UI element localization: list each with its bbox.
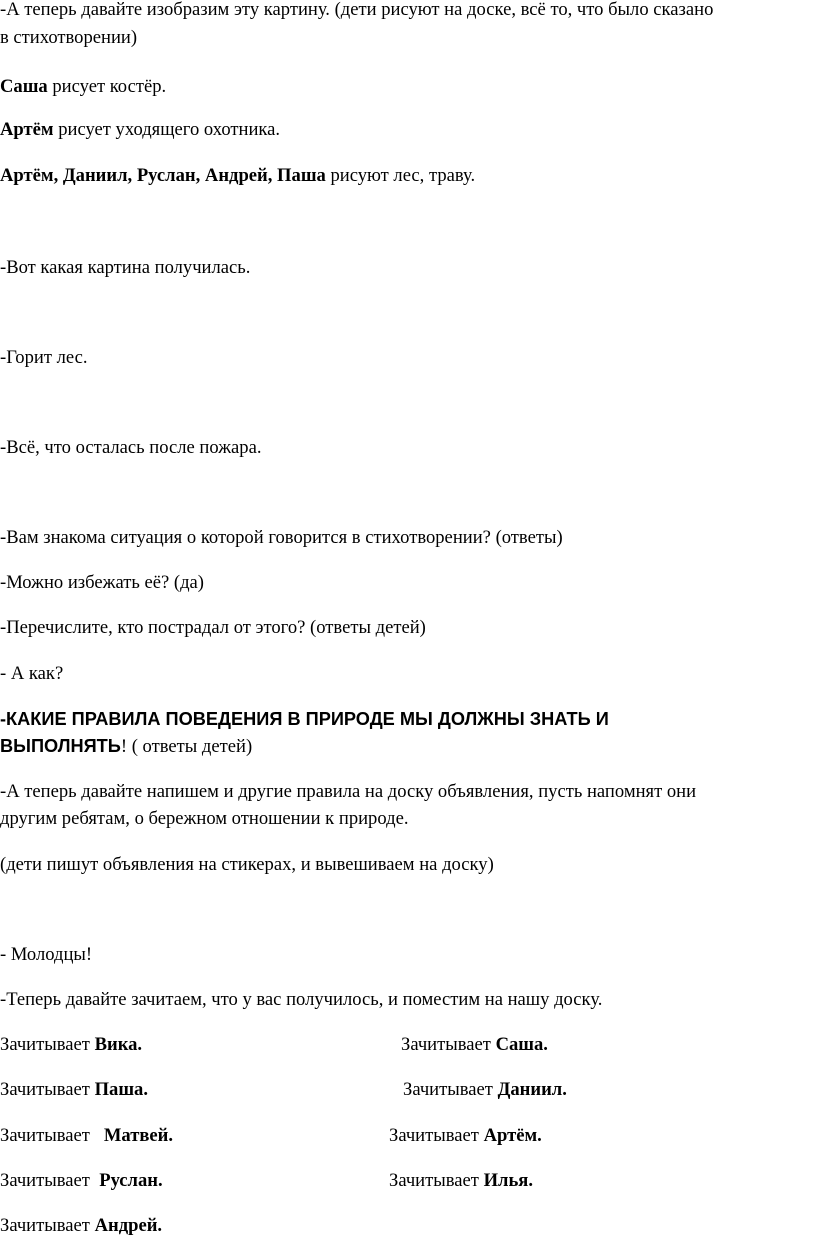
assignment-sasha bbox=[0, 74, 166, 100]
reader-right: Зачитывает Артём. bbox=[389, 1125, 542, 1146]
reader-row bbox=[0, 1077, 816, 1103]
remark-familiar: -Вам знакома ситуация о которой говорится в стихотворении? (ответы) bbox=[0, 527, 563, 548]
assignment-names: Артём bbox=[0, 119, 54, 140]
assignment-group bbox=[0, 163, 475, 189]
remark-picture: -Вот какая картина получилась. bbox=[0, 257, 251, 278]
assignment-names: Артём, Даниил, Руслан, Андрей, Паша bbox=[0, 165, 326, 186]
assignment-names: Саша bbox=[0, 76, 48, 97]
reader-row bbox=[0, 1168, 816, 1194]
rules-question-line-1 bbox=[0, 706, 609, 733]
intro-line-1: -А теперь давайте изобразим эту картину. (дети рисуют на доске, всё то, что было сказано bbox=[0, 0, 714, 20]
rules-question-line-2 bbox=[0, 733, 252, 760]
reader-left: Зачитывает Паша. bbox=[0, 1079, 148, 1100]
assignment-artem bbox=[0, 117, 280, 143]
remark-list-victims: -Перечислите, кто пострадал от этого? (ответы детей) bbox=[0, 617, 426, 638]
ads-line-2: другим ребятам, о бережном отношении к природе. bbox=[0, 808, 409, 829]
reader-right: Зачитывает Илья. bbox=[389, 1170, 534, 1191]
ads-note: (дети пишут объявления на стикерах, и вывешиваем на доску) bbox=[0, 854, 494, 875]
assignment-text: рисуют лес, траву. bbox=[325, 165, 476, 186]
reader-row bbox=[0, 1032, 816, 1058]
assignment-text: рисует уходящего охотника. bbox=[53, 119, 281, 140]
rules-question-tail: ! ( ответы детей) bbox=[120, 736, 253, 757]
reader-left: Зачитывает Андрей. bbox=[0, 1215, 163, 1236]
reader-left: Зачитывает Руслан. bbox=[0, 1170, 163, 1191]
rules-question-caps: -КАКИЕ ПРАВИЛА ПОВЕДЕНИЯ В ПРИРОДЕ МЫ ДОЛЖНЫ ЗНАТЬ И bbox=[0, 709, 609, 729]
reader-right: Зачитывает Даниил. bbox=[403, 1079, 567, 1100]
assignment-text: рисует костёр. bbox=[47, 76, 167, 97]
remark-forest: -Горит лес. bbox=[0, 347, 88, 368]
praise: - Молодцы! bbox=[0, 944, 93, 965]
remark-after-fire: -Всё, что осталась после пожара. bbox=[0, 437, 262, 458]
reader-left: Зачитывает Матвей. bbox=[0, 1125, 174, 1146]
reader-left: Зачитывает Вика. bbox=[0, 1034, 143, 1055]
remark-avoid: -Можно избежать её? (да) bbox=[0, 572, 204, 593]
intro-line-2: в стихотворении) bbox=[0, 27, 138, 48]
rules-question-caps: ВЫПОЛНЯТЬ bbox=[0, 736, 121, 756]
reader-row bbox=[0, 1123, 816, 1149]
reader-row bbox=[0, 1213, 816, 1239]
ads-line-1: -А теперь давайте напишем и другие правила на доску объявления, пусть напомнят они bbox=[0, 781, 697, 802]
reader-right: Зачитывает Саша. bbox=[401, 1034, 548, 1055]
read-aloud-instruction: -Теперь давайте зачитаем, что у вас получилось, и поместим на нашу доску. bbox=[0, 989, 603, 1010]
remark-how: - А как? bbox=[0, 663, 64, 684]
